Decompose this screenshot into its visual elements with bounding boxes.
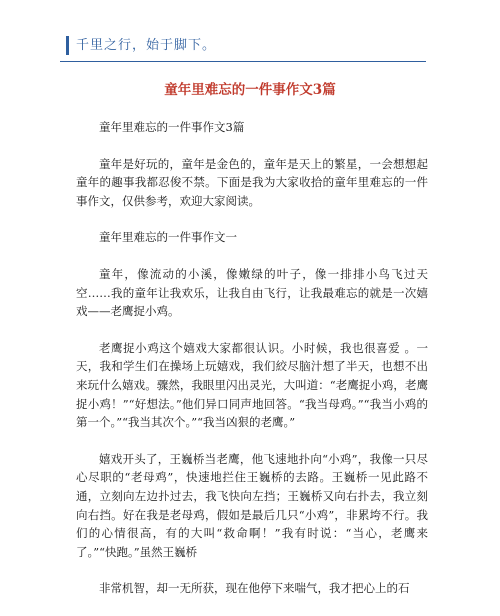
header-motto: 千里之行，始于脚下。 [76, 38, 217, 53]
subtitle-paragraph: 童年里难忘的一件事作文3篇 [99, 120, 245, 134]
document-title: 童年里难忘的一件事作文3篇 [164, 82, 336, 98]
body-paragraph: 嬉戏开头了，王巍桥当老鹰，他飞速地扑向“小鸡”，我像一只尽心尽职的“老母鸡”，快速地拦住王巍桥的去路。王巍桥一见此路不通，立刻向左边扑过去，我飞快向左挡；王巍桥又向右扑去，我立刻向右挡。好在我是老母鸡，假如是最后几只“小鸡”，非累垮不行。我们的心情很高，有的大叫“救命啊！”我有时说：“当心，老鹰来了。”“快跑。”虽然王巍桥 [76, 451, 428, 559]
header-rule [60, 61, 426, 62]
motto-accent-bar [66, 36, 69, 55]
intro-paragraph: 童年是好玩的，童年是金色的，童年是天上的繁星，一会想想起童年的趣事我都忍俊不禁。下面是我为大家收拾的童年里难忘的一件事作文，仅供参考，欢迎大家阅读。 [76, 156, 428, 208]
body-paragraph: 老鹰捉小鸡这个嬉戏大家都很认识。小时候，我也很喜爱 。一天，我和学生们在操场上玩嬉戏，我们絞尽脑汁想了半天，也想不出来玩什么嬉戏。骤然，我眼里闪出灵光，大叫道：“老鹰捉小鸡，老鹰捉小鸡！”“好想法。”他们异口同声地回答。“我当母鸡。”“我当小鸡的第一个。”“我当其次个。”“我当凶狠的老鹰。” [76, 340, 428, 430]
body-paragraph: 童年，像流动的小溪，像嫩绿的叶子，像一排排小鸟飞过天空……我的童年让我欢乐，让我自由飞行，让我最难忘的就是一次嬉戏——老鹰捉小鸡。 [76, 266, 428, 319]
body-paragraph: 非常机智，却一无所获，现在他停下来喘气，我才把心上的石 [99, 581, 410, 596]
document-body [76, 118, 428, 616]
section-heading: 童年里难忘的一件事作文一 [99, 230, 237, 245]
